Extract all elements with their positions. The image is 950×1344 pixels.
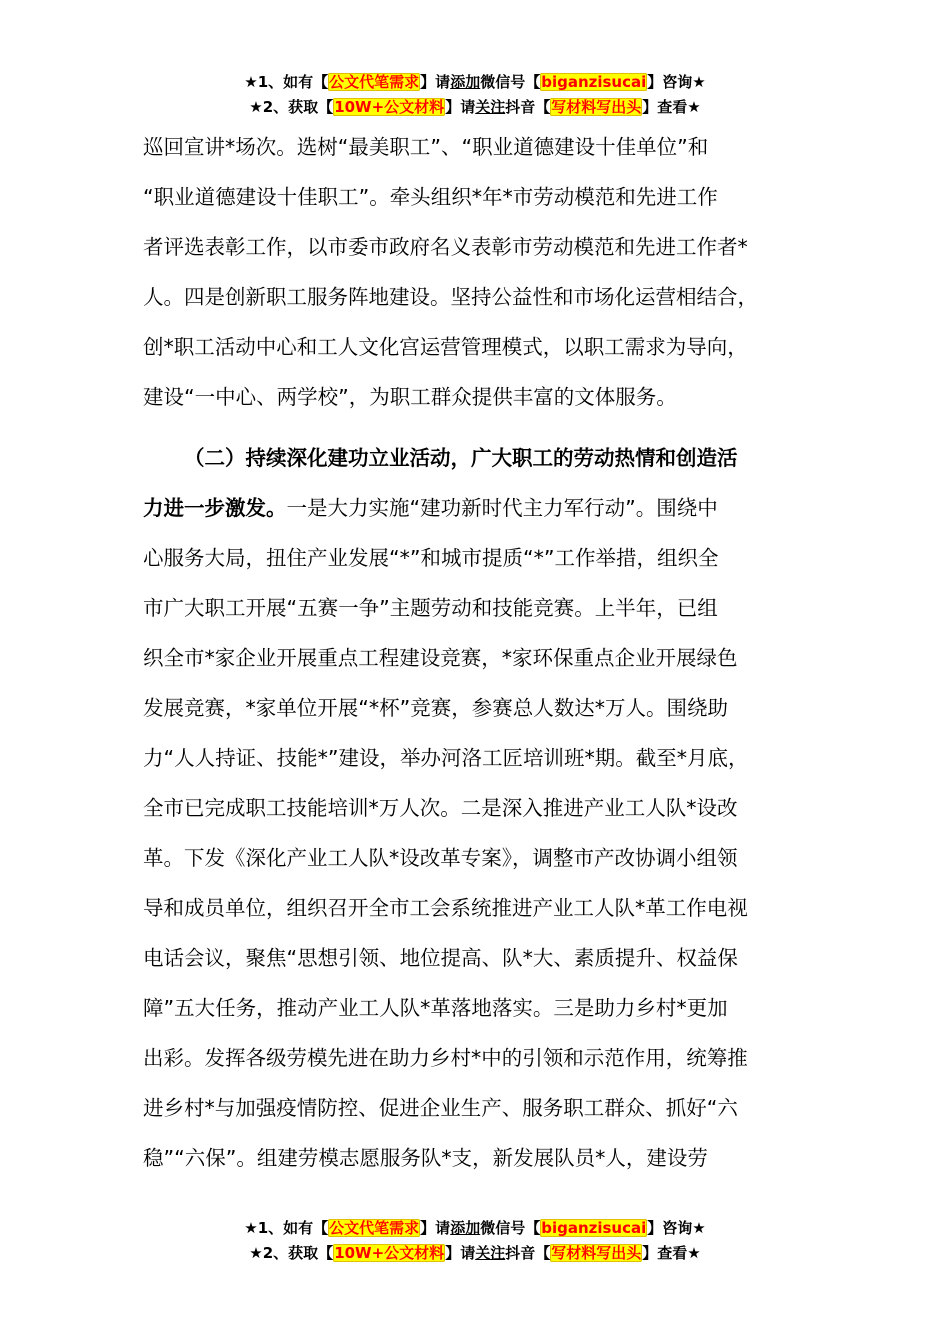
highlight-douyin-account: 写材料写出头 (551, 1244, 642, 1262)
text-line: 心服务大局，扭住产业发展“*”和城市提质“*”工作举措，组织全 (143, 546, 719, 570)
text-line: “职业道德建设十佳职工”。牵头组织*年*市劳动模范和先进工作 (143, 185, 718, 209)
banner-text: ★1、如有【 (244, 1219, 329, 1237)
banner-text: 】请 (445, 98, 476, 116)
top-banner (0, 70, 950, 120)
highlight-materials: 10W+公文材料 (334, 1244, 445, 1262)
highlight-wechat-id: biganzisucai (541, 73, 647, 91)
text-line: 织全市*家企业开展重点工程建设竞赛，*家环保重点企业开展绿色 (143, 646, 738, 670)
document-body (143, 122, 828, 1183)
section-2-paragraph (143, 433, 828, 1183)
text-line: 力“人人持证、技能*”建设，举办河洛工匠培训班*期。截至*月底， (143, 746, 749, 770)
text-line: 出彩。发挥各级劳模先进在助力乡村*中的引领和示范作用，统筹推 (143, 1046, 748, 1070)
banner-text: 】请 (420, 1219, 451, 1237)
text-line (143, 483, 828, 533)
banner-line-1 (0, 70, 950, 95)
text-line: 市广大职工开展“五赛一争”主题劳动和技能竞赛。上半年，已组 (143, 596, 718, 620)
text-line: 建设“一中心、两学校”，为职工群众提供丰富的文体服务。 (143, 385, 677, 409)
highlight-wechat-id: biganzisucai (541, 1219, 647, 1237)
text-line: 障”五大任务，推动产业工人队*革落地落实。三是助力乡村*更加 (143, 996, 728, 1020)
highlight-service: 公文代笔需求 (329, 73, 420, 91)
highlight-service: 公文代笔需求 (329, 1219, 420, 1237)
banner-text: 】咨询★ (647, 1219, 706, 1237)
banner-text: 】查看★ (642, 98, 701, 116)
banner-text: 】查看★ (642, 1244, 701, 1262)
banner-text: 微信号【 (480, 73, 541, 91)
highlight-douyin-account: 写材料写出头 (551, 98, 642, 116)
text-span: 一是大力实施“建功新时代主力军行动”。围绕中 (286, 496, 718, 520)
text-line: 电话会议，聚焦“思想引领、地位提高、队*大、素质提升、权益保 (143, 946, 738, 970)
text-line: 导和成员单位，组织召开全市工会系统推进产业工人队*革工作电视 (143, 896, 748, 920)
banner-text: ★1、如有【 (244, 73, 329, 91)
banner-text: ★2、获取【 (249, 98, 334, 116)
banner-line-2 (0, 1241, 950, 1266)
text-line: 稳”“六保”。组建劳模志愿服务队*支，新发展队员*人，建设劳 (143, 1146, 708, 1170)
highlight-materials: 10W+公文材料 (334, 98, 445, 116)
text-line: 巡回宣讲*场次。选树“最美职工”、“职业道德建设十佳单位”和 (143, 135, 709, 159)
text-line: 进乡村*与加强疫情防控、促进企业生产、服务职工群众、抓好“六 (143, 1096, 738, 1120)
text-line: 人。四是创新职工服务阵地建设。坚持公益性和市场化运营相结合， (143, 285, 758, 309)
banner-line-2 (0, 95, 950, 120)
banner-text: 抖音【 (505, 98, 551, 116)
banner-text: 】请 (445, 1244, 476, 1262)
underlined-text: 添加 (450, 1219, 481, 1237)
text-line: 者评选表彰工作，以市委市政府名义表彰市劳动模范和先进工作者* (143, 235, 748, 259)
underlined-text: 关注 (475, 1244, 506, 1262)
banner-text: 】请 (420, 73, 451, 91)
banner-text: 抖音【 (505, 1244, 551, 1262)
banner-text: 微信号【 (480, 1219, 541, 1237)
bottom-banner (0, 1216, 950, 1266)
banner-line-1 (0, 1216, 950, 1241)
text-line: 创*职工活动中心和工人文化宫运营管理模式，以职工需求为导向， (143, 335, 748, 359)
section-1-paragraph (143, 122, 828, 422)
text-line: 革。下发《深化产业工人队*设改革专案》，调整市产改协调小组领 (143, 846, 738, 870)
banner-text: ★2、获取【 (249, 1244, 334, 1262)
section-heading-end: 力进一步激发。 (143, 496, 287, 520)
text-line: 发展竞赛，*家单位开展“*杯”竞赛，参赛总人数达*万人。围绕助 (143, 696, 728, 720)
underlined-text: 添加 (450, 73, 481, 91)
underlined-text: 关注 (475, 98, 506, 116)
banner-text: 】咨询★ (647, 73, 706, 91)
text-line: 全市已完成职工技能培训*万人次。二是深入推进产业工人队*设改 (143, 796, 738, 820)
section-heading: （二）持续深化建功立业活动，广大职工的劳动热情和创造活 (184, 446, 738, 470)
